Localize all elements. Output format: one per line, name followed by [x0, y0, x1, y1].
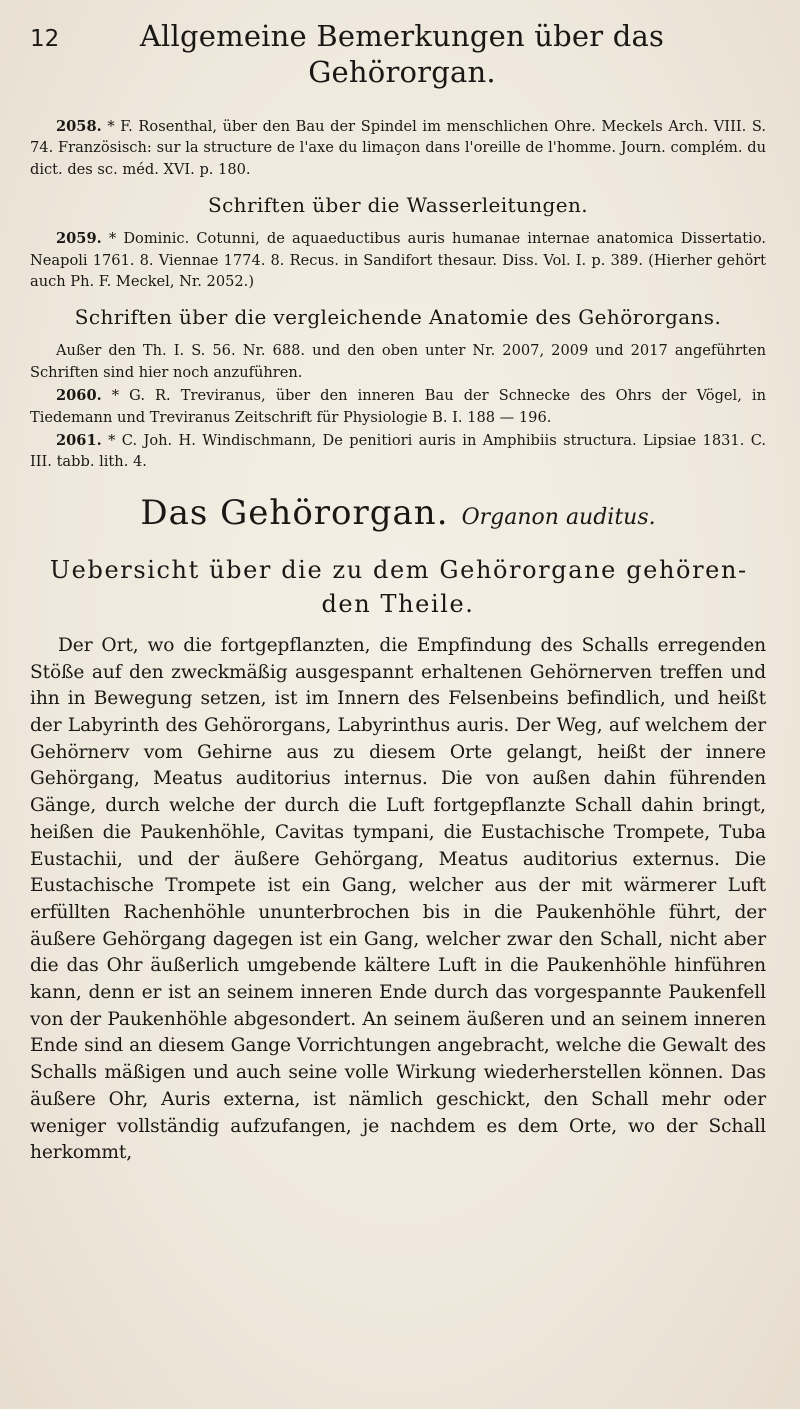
- running-title: Allgemeine Bemerkungen über das Gehörorgan.: [139, 19, 665, 89]
- entry-number: 2058.: [56, 118, 102, 135]
- entry-text: * F. Rosenthal, über den Bau der Spindel im menschlichen Ohre. Meckels Arch. VIII. S. 74. Französisch: sur la structure de l'axe du limaçon dans l'oreille de l'homme. Journ. complém. du dict. des sc. méd. XVI. p. 180.: [30, 118, 767, 178]
- organ-latin-title: Organon auditus.: [461, 504, 656, 530]
- section-heading-anatomy: Schriften über die vergleichende Anatomie des Gehörorgans.: [74, 305, 722, 330]
- entry-2060: [30, 385, 766, 428]
- overview-heading: Uebersicht über die zu dem Gehörorgane gehörenden Theile.: [49, 555, 747, 618]
- overview-paragraph: Der Ort, wo die fortgepflanzten, die Empfindung des Schalls erregenden Stöße auf den zweckmäßig ausgespannt erhaltenen Gehörnerven treffen und ihn in Bewegung setzen, ist im Innern des Felsenbeins befindlich, und heißt der Labyrinth des Gehörorgans, Labyrinthus auris. Der Weg, auf welchem der Gehörnerv vom Gehirne aus zu diesem Orte gelangt, heißt der innere Gehörgang, Meatus auditorius internus. Die von außen dahin führenden Gänge, durch welche der durch die Luft fortgepflanzte Schall dahin bringt, heißen die Paukenhöhle, Cavitas tympani, die Eustachische Trompete, Tuba Eustachii, und der äußere Gehörgang, Meatus auditorius externus. Die Eustachische Trompete ist ein Gang, welcher aus der mit wärmerer Luft erfüllten Rachenhöhle ununterbrochen bis in die Paukenhöhle führt, der äußere Gehörgang dagegen ist ein Gang, welcher zwar den Schall, nicht aber die das Ohr äußerlich umgebende kältere Luft in die Paukenhöhle hinführen kann, denn er ist an seinem inneren Ende durch das vorgespannte Paukenfell von der Paukenhöhle abgesondert. An seinem äußeren und an seinem inneren Ende sind an diesem Gange Vorrichtungen angebracht, welche die Gewalt des Schalls mäßigen und auch seine volle Wirkung wiederherstellen können. Das äußere Ohr, Auris externa, ist nämlich geschickt, den Schall mehr oder weniger vollständig aufzufangen, je nachdem es dem Orte, wo der Schall herkommt,: [30, 634, 766, 1164]
- section-heading-water: Schriften über die Wasserleitungen.: [207, 193, 589, 218]
- running-head: [30, 18, 766, 90]
- entry-text: * C. Joh. H. Windischmann, De penitiori auris in Amphibiis structura. Lipsiae 1831. C. III. tabb. lith. 4.: [30, 432, 767, 471]
- page-number: 12: [30, 26, 60, 52]
- organ-title: Das Gehörorgan.: [140, 492, 449, 533]
- entry-number: 2060.: [56, 387, 102, 405]
- entry-number: 2059.: [56, 230, 102, 248]
- entry-2061: [30, 430, 766, 473]
- entry-2058: [30, 116, 766, 180]
- section-intro: Außer den Th. I. S. 56. Nr. 688. und den oben unter Nr. 2007, 2009 und 2017 angeführten Schriften sind hier noch anzuführen.: [30, 342, 766, 381]
- organ-heading: [30, 493, 766, 539]
- entry-text: * G. R. Treviranus, über den inneren Bau der Schnecke des Ohrs der Vögel, in Tiedemann und Treviranus Zeitschrift für Physiologie B. I. 188 — 196.: [30, 387, 767, 426]
- entry-2059: [30, 228, 766, 292]
- entry-text: * Dominic. Cotunni, de aquaeductibus auris humanae internae anatomica Dissertatio. Neapoli 1761. 8. Viennae 1774. 8. Recus. in Sandifort thesaur. Diss. Vol. I. p. 389. (Hierher gehört auch Ph. F. Meckel, Nr. 2052.): [30, 230, 766, 291]
- entry-number: 2061.: [56, 432, 102, 450]
